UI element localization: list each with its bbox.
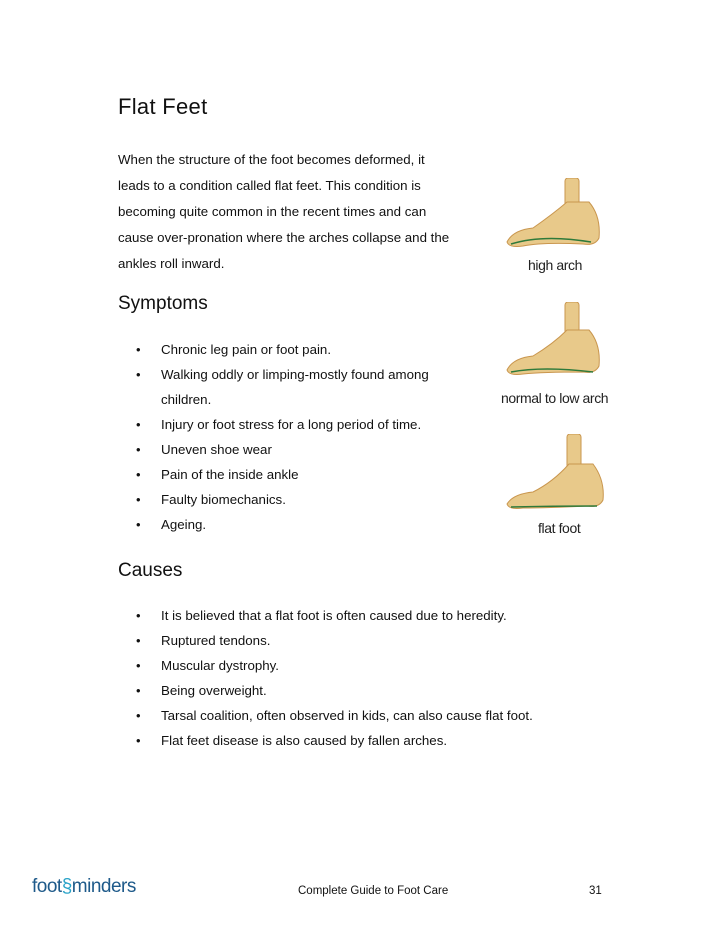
- symptoms-heading: Symptoms: [118, 293, 208, 314]
- figure-caption: normal to low arch: [501, 390, 609, 406]
- intro-paragraph: [118, 147, 498, 277]
- intro-line: becoming quite common in the recent times and can: [118, 204, 427, 219]
- page-number: 31: [589, 885, 602, 897]
- intro-line: leads to a condition called flat feet. This condition is: [118, 178, 421, 193]
- list-item: • Ruptured tendons.: [136, 628, 533, 653]
- list-item: • Being overweight.: [136, 678, 533, 703]
- list-item: • Pain of the inside ankle: [136, 462, 461, 487]
- list-item: • Uneven shoe wear: [136, 437, 461, 462]
- list-item: • Ageing.: [136, 512, 461, 537]
- list-item: • Tarsal coalition, often observed in kids, can also cause flat foot.: [136, 703, 533, 728]
- list-item: • Walking oddly or limping-mostly found among children.: [136, 362, 461, 412]
- normal-arch-foot-illustration: [503, 302, 609, 378]
- figure-caption: high arch: [528, 257, 582, 273]
- intro-line: cause over-pronation where the arches collapse and the: [118, 230, 450, 245]
- list-item: • Injury or foot stress for a long period of time.: [136, 412, 461, 437]
- symptoms-list: [136, 337, 461, 537]
- causes-heading: Causes: [118, 560, 183, 581]
- list-item: • Flat feet disease is also caused by fallen arches.: [136, 728, 533, 753]
- figure-caption: flat foot: [538, 520, 581, 536]
- list-item: • It is believed that a flat foot is often caused due to heredity.: [136, 603, 533, 628]
- list-item: • Faulty biomechanics.: [136, 487, 461, 512]
- figure-logo-icon: §: [61, 876, 72, 897]
- page-title: Flat Feet: [118, 94, 208, 119]
- footminders-logo: foot§minders: [32, 876, 136, 897]
- intro-line: ankles roll inward.: [118, 256, 225, 271]
- footer-title: Complete Guide to Foot Care: [298, 885, 449, 897]
- list-item: • Muscular dystrophy.: [136, 653, 533, 678]
- flat-foot-illustration: [503, 434, 613, 512]
- causes-list: [136, 603, 533, 753]
- high-arch-foot-illustration: [503, 178, 609, 250]
- list-item: • Chronic leg pain or foot pain.: [136, 337, 461, 362]
- intro-line: When the structure of the foot becomes deformed, it: [118, 152, 425, 167]
